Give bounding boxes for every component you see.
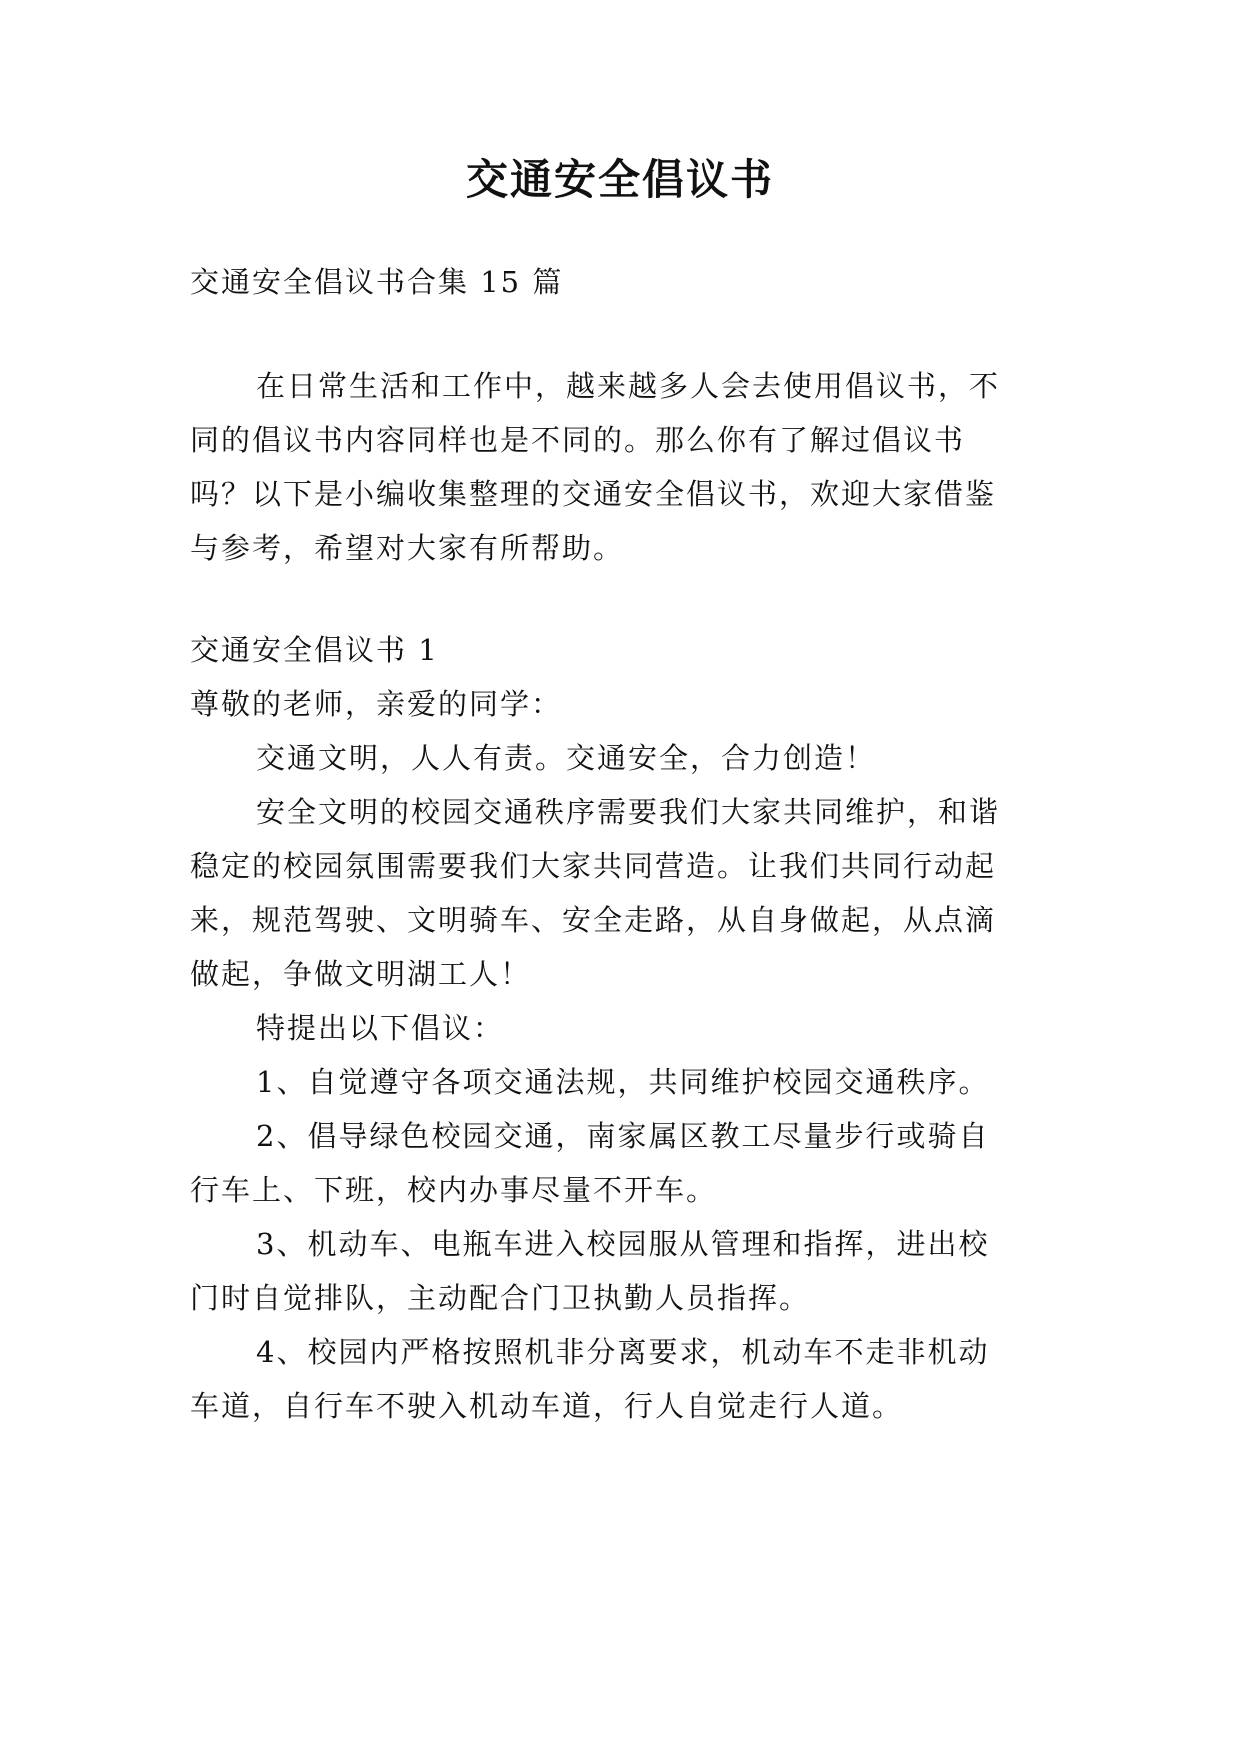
intro-line-3: 吗？以下是小编收集整理的交通安全倡议书，欢迎大家借鉴	[190, 477, 997, 511]
intro-line-2: 同的倡议书内容同样也是不同的。那么你有了解过倡议书	[190, 423, 966, 457]
document-title: 交通安全倡议书	[465, 155, 774, 204]
proposal-item-4: 4、校园内严格按照机非分离要求，机动车不走非机动	[256, 1335, 990, 1369]
collection-heading: 交通安全倡议书合集 15 篇	[190, 265, 564, 299]
proposal-item-2-cont: 行车上、下班，校内办事尽量不开车。	[190, 1173, 718, 1207]
proposal-item-3-cont: 门时自觉排队，主动配合门卫执勤人员指挥。	[190, 1281, 811, 1315]
paragraph-line: 做起，争做文明湖工人！	[190, 957, 532, 991]
section-heading: 交通安全倡议书 1	[190, 633, 439, 667]
proposal-item-2: 2、倡导绿色校园交通，南家属区教工尽量步行或骑自	[256, 1119, 990, 1153]
intro-line-4: 与参考，希望对大家有所帮助。	[190, 531, 625, 565]
slogan: 交通文明，人人有责。交通安全，合力创造！	[256, 741, 877, 775]
document-page	[190, 0, 1050, 1754]
proposal-item-4-cont: 车道，自行车不驶入机动车道，行人自觉走行人道。	[190, 1389, 904, 1423]
proposal-intro: 特提出以下倡议：	[256, 1011, 505, 1045]
proposal-item-3: 3、机动车、电瓶车进入校园服从管理和指挥，进出校	[256, 1227, 990, 1261]
salutation: 尊敬的老师，亲爱的同学：	[190, 687, 563, 721]
paragraph-line: 来，规范驾驶、文明骑车、安全走路，从自身做起，从点滴	[190, 903, 997, 937]
proposal-item-1: 1、自觉遵守各项交通法规，共同维护校园交通秩序。	[256, 1065, 990, 1099]
intro-line-1: 在日常生活和工作中，越来越多人会去使用倡议书，不	[256, 369, 1001, 403]
paragraph-line: 稳定的校园氛围需要我们大家共同营造。让我们共同行动起	[190, 849, 997, 883]
paragraph-line: 安全文明的校园交通秩序需要我们大家共同维护，和谐	[256, 795, 1001, 829]
